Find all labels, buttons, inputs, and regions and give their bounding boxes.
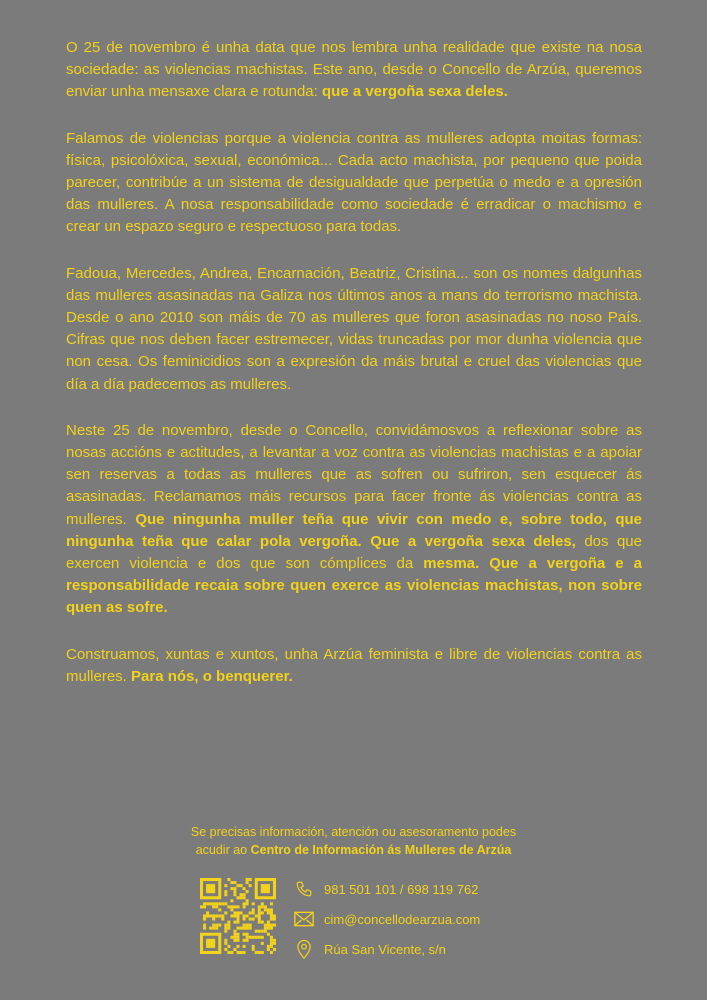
qr-code-icon	[200, 878, 276, 954]
bold-text: mesma. Que a vergoña e a responsabilidade recaia sobre quen exerce as violencias machistas, non sobre quen as sofre.	[66, 555, 642, 617]
info-note	[100, 823, 607, 859]
contact-email-text: cim@concellodearzua.com	[324, 911, 481, 927]
paragraph-2	[66, 128, 642, 239]
text-segment: Falamos de violencias porque a violencia contra as mulleres adopta moitas formas: física, psicolóxica, sexual, económica... Cada acto machista, por pequeno que poida parecer, contribúe a un sistema de desigualdade que perpetúa o medo e a opresión das mulleres. A nosa responsabilidade como sociedade é erradicar o machismo e crear un espazo seguro e respectuoso para todas.	[66, 129, 642, 236]
phone-icon	[294, 879, 314, 899]
info-line-2-prefix: acudir ao	[195, 843, 251, 857]
body-text	[66, 37, 642, 712]
contact-phone-text: 981 501 101 / 698 119 762	[324, 881, 479, 897]
text-segment: Fadoua, Mercedes, Andrea, Encarnación, Beatriz, Cristina... son os nomes dalgunhas das mulleres asasinadas na Galiza nos últimos anos a mans do terrorismo machista. Desde o ano 2010 son máis de 70 as mulleres que foron asasinadas no noso País. Cifras que nos deben facer estremecer, vidas truncadas por mor dunha violencia que non cesa. Os feminicidios son a expresión da máis brutal e cruel das violencias que día a día padecemos as mulleres.	[66, 264, 642, 393]
paragraph-5	[66, 644, 642, 688]
contact-phone	[294, 874, 480, 904]
info-line-2	[100, 841, 607, 859]
contact-address-text: Rúa San Vicente, s/n	[324, 941, 446, 957]
mail-icon	[294, 909, 314, 929]
bold-text: Para nós, o benquerer.	[131, 667, 293, 685]
location-pin-icon	[294, 939, 314, 959]
contact-list	[294, 874, 480, 964]
contact-address	[294, 934, 480, 964]
text-segment: O 25 de novembro é unha data que nos lembra unha realidade que existe na nosa sociedade: as violencias machistas. Este ano, desde o Concello de Arzúa, queremos enviar unha mensaxe clara e rotunda:	[66, 39, 642, 101]
info-line-1: Se precisas información, atención ou asesoramento podes	[190, 825, 517, 839]
paragraph-1	[66, 37, 642, 104]
text-segment: Construamos, xuntas e xuntos, unha Arzúa feminista e libre de violencias contra as mulleres.	[66, 645, 642, 685]
bold-text: Que ningunha muller teña que vivir con medo e, sobre todo, que ningunha teña que calar pola vergoña. Que a vergoña sexa deles,	[66, 510, 642, 550]
bold-text: que a vergoña sexa deles.	[322, 83, 508, 101]
paragraph-4	[66, 420, 642, 620]
info-center-name: Centro de Información ás Mulleres de Arzúa	[250, 843, 512, 857]
paragraph-3	[66, 263, 642, 396]
text-segment: dos que exercen violencia e dos que son cómplices da	[66, 532, 642, 573]
text-segment: Neste 25 de novembro, desde o Concello, convidámosvos a reflexionar sobre as nosas accións e actitudes, a levantar a voz contra as violencias machistas e a apoiar sen reservas a todas as mulleres que as sofren ou sufriron, sen esquecer ás asasinadas. Reclamamos máis recursos para facer fronte ás violencias contra as mulleres.	[66, 421, 642, 528]
contact-email	[294, 904, 480, 934]
